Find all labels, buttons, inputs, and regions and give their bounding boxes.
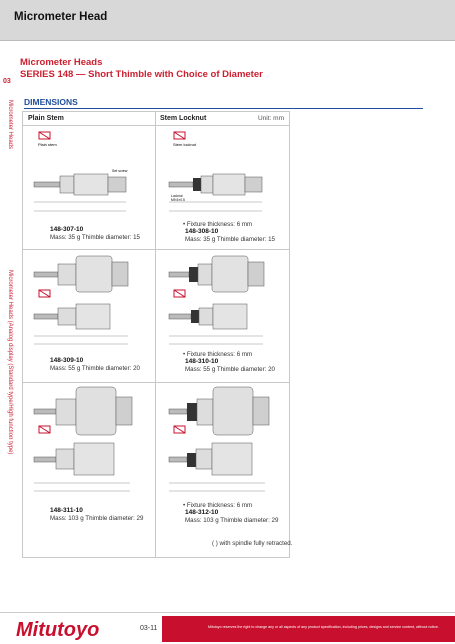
label-locknut-thread: M9.5×0.5 (171, 198, 185, 202)
product-spec: Mass: 103 g Thimble diameter: 29 (50, 515, 144, 522)
product-spec: Mass: 103 g Thimble diameter: 29 (185, 517, 279, 524)
model-number: 148-309-10 (50, 357, 84, 364)
product-spec: Mass: 35 g Thimble diameter: 15 (185, 236, 275, 243)
dimensions-heading: DIMENSIONS (24, 97, 78, 107)
label-locknut: Locknut (171, 194, 183, 198)
fixture-note: • Fixture thickness: 6 mm (183, 221, 253, 228)
fixture-note: • Fixture thickness: 6 mm (183, 351, 253, 358)
page-number: 03-11 (140, 625, 158, 632)
product-spec: Mass: 35 g Thimble diameter: 15 (50, 234, 140, 241)
column-header-stem-locknut: Stem Locknut (160, 115, 207, 122)
model-number: 148-307-10 (50, 226, 84, 233)
heading-rule (24, 108, 423, 109)
section-title: Micrometer Heads (20, 57, 103, 68)
row-separator (22, 382, 289, 383)
plain-stem-drawing-148-311 (30, 385, 150, 503)
svg-text:Mitutoyo: Mitutoyo (16, 619, 100, 641)
column-header-plain-stem: Plain Stem (28, 115, 64, 122)
label-stem-locknut: Stem locknut (173, 142, 197, 147)
row-separator (22, 249, 289, 250)
chapter-number: 03 (3, 78, 11, 85)
stem-locknut-drawing-148-310 (165, 252, 280, 356)
stem-locknut-drawing-148-312 (165, 385, 280, 503)
mitutoyo-logo (14, 612, 110, 644)
model-number: 148-308-10 (185, 228, 219, 235)
model-number: 148-311-10 (50, 507, 83, 514)
footnote: ( ) with spindle fully retracted. (212, 540, 293, 547)
plain-stem-drawing-148-309 (30, 252, 150, 356)
page-header-title: Micrometer Head (14, 11, 108, 23)
model-number: 148-310-10 (185, 358, 219, 365)
plain-stem-drawing-148-307 (30, 128, 150, 224)
stem-locknut-drawing-148-308 (165, 128, 280, 224)
label-set-screw: Set screw (112, 169, 128, 173)
fixture-note: • Fixture thickness: 6 mm (183, 502, 253, 509)
product-spec: Mass: 55 g Thimble diameter: 20 (185, 366, 275, 373)
product-spec: Mass: 55 g Thimble diameter: 20 (50, 365, 140, 372)
unit-label: Unit: mm (258, 115, 284, 122)
footer-disclaimer: Mitutoyo reserves the right to change any or all aspects of any product specification, including prices, designs and service content, without notice. (208, 625, 439, 629)
side-tab-bottom: Micrometer Heads (Analog display (Standard type/High function type) (7, 270, 13, 455)
header-divider (0, 40, 455, 41)
section-subtitle: SERIES 148 — Short Thimble with Choice of Diameter (20, 69, 263, 80)
label-plain-stem: Plain stem (38, 142, 57, 147)
side-tab-top: Micrometer Heads (7, 100, 13, 150)
model-number: 148-312-10 (185, 509, 219, 516)
column-divider (155, 111, 156, 557)
footer-band (162, 616, 455, 642)
